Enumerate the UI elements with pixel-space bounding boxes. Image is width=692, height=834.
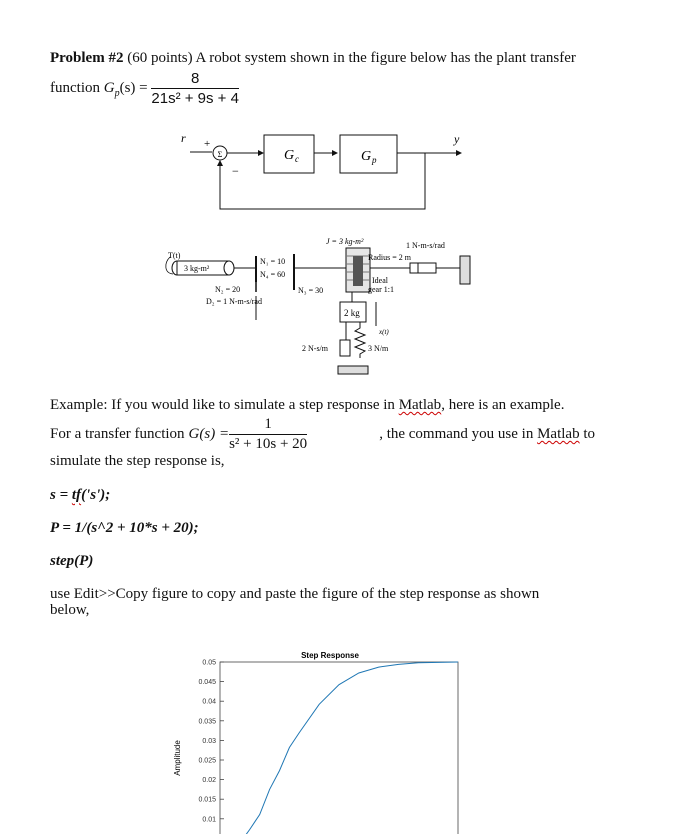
n3-label: N₃ = 30 — [298, 286, 324, 295]
step-response-plot — [160, 640, 480, 834]
code-line-3: step(P) — [50, 553, 94, 569]
problem-heading: Problem #2 — [50, 50, 124, 66]
gc-sub: c — [295, 154, 299, 164]
sum-symbol: Σ — [217, 150, 223, 159]
right-wall — [460, 256, 470, 284]
xt-label: x(t) — [379, 328, 389, 336]
example-line-2 — [50, 416, 595, 453]
linear-damper — [340, 340, 350, 356]
mechanical-figure — [160, 230, 490, 380]
example-text-2b: , the command you use in Matlab to — [379, 426, 595, 442]
y-tick-label: 0.01 — [202, 816, 216, 824]
gp-symbol: G — [103, 79, 115, 96]
gp-sub-label: p — [372, 155, 377, 165]
spring — [355, 322, 365, 358]
y-tick-label: 0.015 — [198, 796, 216, 804]
plot-axes — [220, 662, 458, 834]
example-fraction — [229, 416, 307, 453]
plant-transfer-function — [50, 70, 239, 107]
output-y-label: y — [454, 132, 460, 146]
example-numerator: 1 — [229, 416, 307, 435]
damper-label: 1 N-m-s/rad — [406, 241, 445, 250]
gp-arg: (s) = — [119, 79, 148, 96]
k-label: 3 N/m — [368, 344, 389, 353]
gc-to-gp-arrow — [332, 150, 338, 156]
example-text-3: simulate the step response is, — [50, 453, 225, 469]
y-tick-label: 0.04 — [202, 698, 216, 706]
ideal-label-2: gear 1:1 — [368, 285, 394, 294]
d2-label: D₂ = 1 N-m-s/rad — [206, 297, 262, 306]
plot-frame — [220, 662, 458, 834]
g-lhs: G(s) = — [188, 426, 230, 442]
torque-label: T(t) — [168, 251, 181, 260]
instruction-line-2: below, — [50, 602, 90, 618]
plot-ylabel: Amplitude — [173, 740, 182, 776]
problem-intro: (60 points) A robot system shown in the figure below has the plant transfer — [123, 50, 576, 66]
n1-label: N₁ = 10 — [260, 257, 286, 266]
block-diagram — [160, 125, 480, 215]
n4-label: N₄ = 60 — [260, 270, 286, 279]
example-line-3 — [50, 453, 225, 470]
example-text-1: Example: If you would like to simulate a step response in Matlab, here is an example. — [50, 397, 565, 413]
function-word: function — [50, 79, 104, 96]
plant-numerator: 8 — [151, 70, 239, 89]
y-tick-label: 0.02 — [202, 777, 216, 785]
plant-denominator: 21s² + 9s + 4 — [151, 90, 239, 107]
y-tick-label: 0.025 — [198, 757, 216, 765]
example-denominator: s² + 10s + 20 — [229, 436, 308, 452]
inertia1-end-right — [224, 261, 234, 275]
gp-label: G — [361, 149, 372, 164]
gp-sub: p — [114, 87, 120, 99]
problem-line-1 — [50, 50, 595, 67]
plant-fraction — [151, 70, 239, 107]
plot-title: Step Response — [301, 651, 359, 660]
instruction-line-1: use Edit>>Copy figure to copy and paste the figure of the step response as shown — [50, 586, 540, 602]
mass-label: 2 kg — [344, 308, 360, 318]
radius-label: Radius = 2 m — [368, 253, 411, 262]
j-label: J = 3 kg-m² — [326, 237, 364, 246]
rot-damper — [410, 263, 436, 273]
example-line-1 — [50, 397, 595, 414]
code-line-1: s = tf('s'); — [50, 487, 111, 503]
step-response-line — [222, 662, 458, 834]
plus-sign: + — [204, 138, 211, 150]
b-label: 2 N-s/m — [302, 344, 328, 353]
drum-hub — [353, 256, 363, 286]
y-tick-label: 0.05 — [202, 659, 216, 667]
sum-to-gc-arrow — [258, 150, 264, 156]
minus-sign: − — [232, 164, 239, 178]
ideal-label-1: Ideal — [372, 276, 388, 285]
ground — [338, 366, 368, 374]
example-text-2a: For a transfer function — [50, 426, 185, 442]
y-tick-label: 0.035 — [198, 718, 216, 726]
y-tick-label: 0.045 — [198, 679, 216, 687]
output-arrow — [456, 150, 462, 156]
inertia1-label: 3 kg-m² — [184, 264, 210, 273]
n2-label: N₂ = 20 — [215, 285, 241, 294]
feedback-arrow — [217, 160, 223, 166]
input-r-label: r — [181, 131, 186, 145]
y-tick-label: 0.03 — [202, 737, 216, 745]
gc-label: G — [284, 148, 295, 163]
code-line-2: P = 1/(s^2 + 10*s + 20); — [50, 520, 199, 536]
